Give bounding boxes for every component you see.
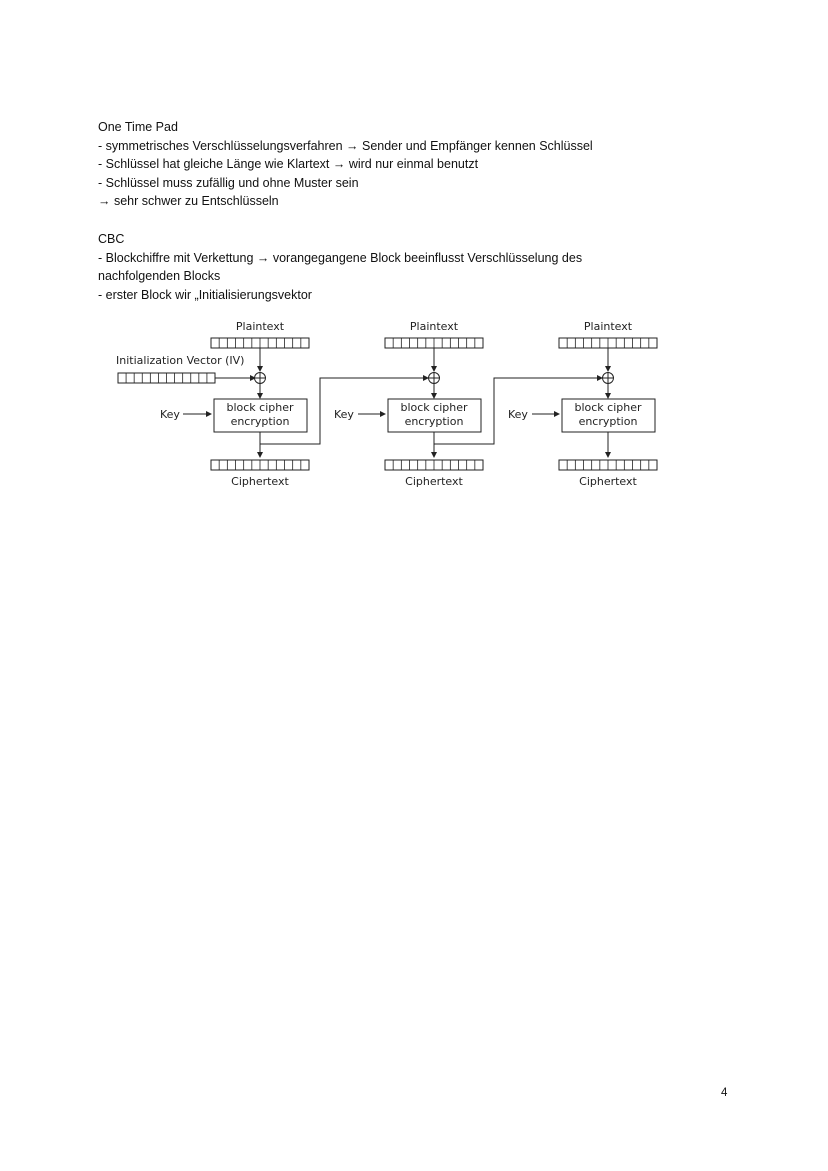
- plaintext-label: Plaintext: [583, 320, 633, 333]
- cipher-line1: block cipher: [574, 401, 642, 414]
- section-heading: One Time Pad: [98, 120, 178, 134]
- stage-1: [160, 320, 309, 488]
- bullet-line: - Schlüssel muss zufällig und ohne Muster sein: [98, 175, 359, 190]
- one-time-pad-section: [98, 118, 698, 211]
- plaintext-label: Plaintext: [235, 320, 285, 333]
- cipher-line1: block cipher: [400, 401, 468, 414]
- xor-icon: [603, 373, 614, 384]
- key-label: Key: [508, 408, 528, 421]
- ciphertext-label: Ciphertext: [405, 475, 463, 488]
- bullet-line: → sehr schwer zu Entschlüsseln: [98, 194, 279, 208]
- cipher-line2: encryption: [404, 415, 464, 428]
- ciphertext-label: Ciphertext: [231, 475, 289, 488]
- key-label: Key: [160, 408, 180, 421]
- xor-icon: [429, 373, 440, 384]
- cipher-line1: block cipher: [226, 401, 294, 414]
- cipher-line2: encryption: [578, 415, 638, 428]
- key-label: Key: [334, 408, 354, 421]
- cbc-diagram: [110, 314, 670, 494]
- bullet-line: - Schlüssel hat gleiche Länge wie Klartext → wird nur einmal benutzt: [98, 157, 479, 171]
- bullet-line: - symmetrisches Verschlüsselungsverfahren → Sender und Empfänger kennen Schlüssel: [98, 138, 593, 153]
- section-heading: CBC: [98, 232, 125, 246]
- plaintext-label: Plaintext: [409, 320, 459, 333]
- bullet-line: - Blockchiffre mit Verkettung → vorangegangene Block beeinflusst Verschlüsselung des nachfolgenden Blocks: [98, 250, 583, 283]
- stage-2: [334, 320, 483, 488]
- page-number: 4: [721, 1087, 728, 1099]
- cbc-section: [98, 230, 698, 304]
- xor-icon: [255, 373, 266, 384]
- ciphertext-label: Ciphertext: [579, 475, 637, 488]
- bullet-line: - erster Block wir „Initialisierungsvektor: [98, 287, 312, 302]
- cipher-line2: encryption: [230, 415, 290, 428]
- iv-label: Initialization Vector (IV): [116, 354, 245, 367]
- iv-block: [118, 373, 215, 383]
- stage-3: [508, 320, 657, 488]
